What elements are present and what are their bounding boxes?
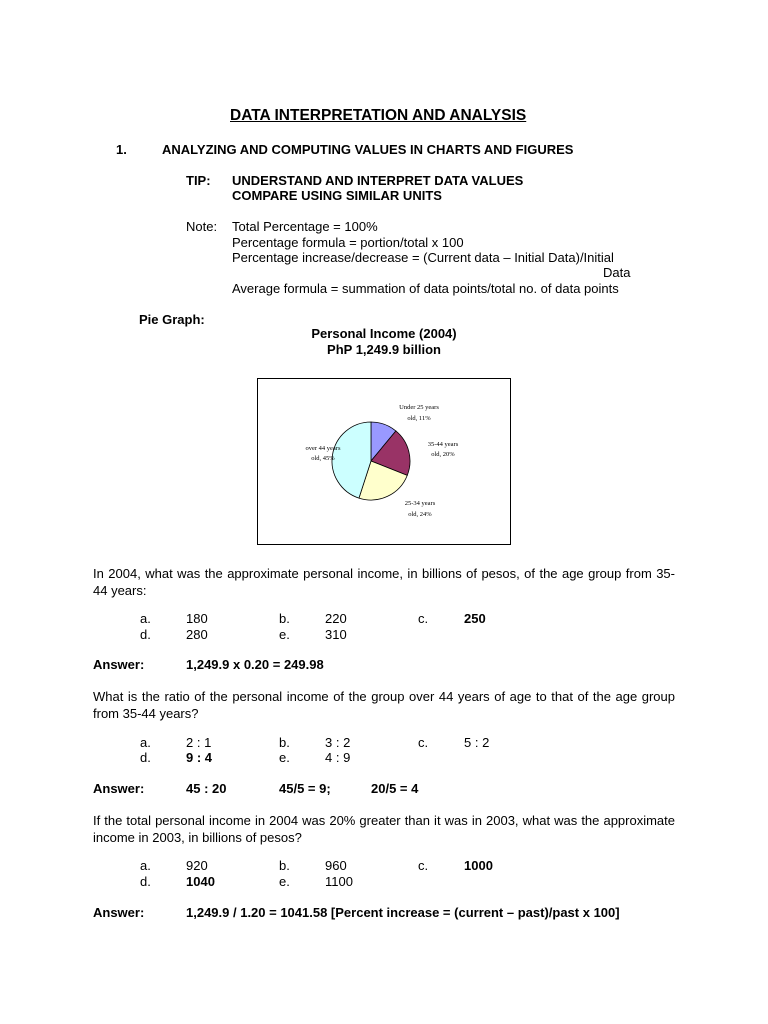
- answer-text: 1,249.9 x 0.20 = 249.98: [186, 657, 324, 672]
- choice-letter: a.: [140, 611, 151, 626]
- chart-title: Personal Income (2004): [311, 326, 457, 341]
- question-3-text: If the total personal income in 2004 was 20% greater than it was in 2003, what was the approximate income in 2003, in billions of pesos?: [93, 813, 675, 845]
- slice-label-under-25: old, 11%: [407, 415, 431, 422]
- note-line: Percentage increase/decrease = (Current data – Initial Data)/Initial: [232, 250, 614, 265]
- note-line: Average formula = summation of data points/total no. of data points: [232, 281, 619, 296]
- choice-value: 4 : 9: [325, 750, 351, 765]
- question-1-text: In 2004, what was the approximate personal income, in billions of pesos, of the age group from 35-44 years:: [93, 566, 675, 598]
- choice-value: 3 : 2: [325, 735, 351, 750]
- choice-letter: b.: [279, 611, 290, 626]
- choice-letter: d.: [140, 874, 151, 889]
- answer-label: Answer:: [93, 781, 145, 796]
- choice-value: 310: [325, 627, 347, 642]
- answer-label: Answer:: [93, 657, 145, 672]
- choice-letter: e.: [279, 627, 290, 642]
- tip-line: COMPARE USING SIMILAR UNITS: [232, 188, 442, 203]
- slice-label-over-44: old, 45%: [311, 455, 335, 462]
- choice-letter: e.: [279, 874, 290, 889]
- answer-text: 45/5 = 9;: [279, 781, 331, 796]
- choice-value: 280: [186, 627, 208, 642]
- choice-value: 220: [325, 611, 347, 626]
- question-2-text: What is the ratio of the personal income of the group over 44 years of age to that of the age group from 35-44 years?: [93, 689, 675, 721]
- answer-text: 45 : 20: [186, 781, 227, 796]
- choice-letter: d.: [140, 750, 151, 765]
- slice-label-35-44: old, 20%: [431, 451, 455, 458]
- choice-letter: a.: [140, 735, 151, 750]
- choice-letter: c.: [418, 735, 429, 750]
- choice-value: 180: [186, 611, 208, 626]
- choice-value: 1100: [325, 874, 353, 889]
- slice-label-under-25: Under 25 years: [399, 404, 439, 411]
- choice-value: 960: [325, 858, 347, 873]
- note-line: Percentage formula = portion/total x 100: [232, 235, 464, 250]
- choice-letter: a.: [140, 858, 151, 873]
- choice-letter: e.: [279, 750, 290, 765]
- page-title: DATA INTERPRETATION AND ANALYSIS: [230, 107, 527, 124]
- choice-value-correct: 250: [464, 611, 486, 626]
- answer-label: Answer:: [93, 905, 145, 920]
- slice-label-25-34: old, 24%: [408, 511, 432, 518]
- note-line: Total Percentage = 100%: [232, 219, 378, 234]
- slice-label-25-34: 25-34 years: [404, 500, 436, 507]
- choice-letter: c.: [418, 611, 429, 626]
- note-label: Note:: [186, 219, 218, 234]
- section-heading: ANALYZING AND COMPUTING VALUES IN CHARTS AND FIGURES: [162, 142, 574, 157]
- pie-chart: [258, 379, 510, 544]
- note-line: Data: [603, 265, 631, 280]
- chart-subtitle: PhP 1,249.9 billion: [327, 342, 441, 357]
- section-number: 1.: [116, 142, 127, 157]
- choice-letter: b.: [279, 858, 290, 873]
- answer-text: 1,249.9 / 1.20 = 1041.58 [Percent increase = (current – past)/past x 100]: [186, 905, 620, 920]
- choice-letter: b.: [279, 735, 290, 750]
- choice-letter: c.: [418, 858, 429, 873]
- slice-label-35-44: 35-44 years: [427, 441, 459, 448]
- choice-letter: d.: [140, 627, 151, 642]
- choice-value-correct: 9 : 4: [186, 750, 213, 765]
- choice-value: 5 : 2: [464, 735, 490, 750]
- slice-label-over-44: over 44 years: [305, 445, 341, 452]
- pie-chart-frame: [257, 378, 511, 545]
- answer-text: 20/5 = 4: [371, 781, 419, 796]
- choice-value: 2 : 1: [186, 735, 212, 750]
- choice-value-correct: 1000: [464, 858, 493, 873]
- choice-value: 920: [186, 858, 208, 873]
- tip-line: UNDERSTAND AND INTERPRET DATA VALUES: [232, 173, 524, 188]
- pie-graph-label: Pie Graph:: [139, 312, 205, 327]
- choice-value-correct: 1040: [186, 874, 215, 889]
- tip-label: TIP:: [186, 173, 211, 188]
